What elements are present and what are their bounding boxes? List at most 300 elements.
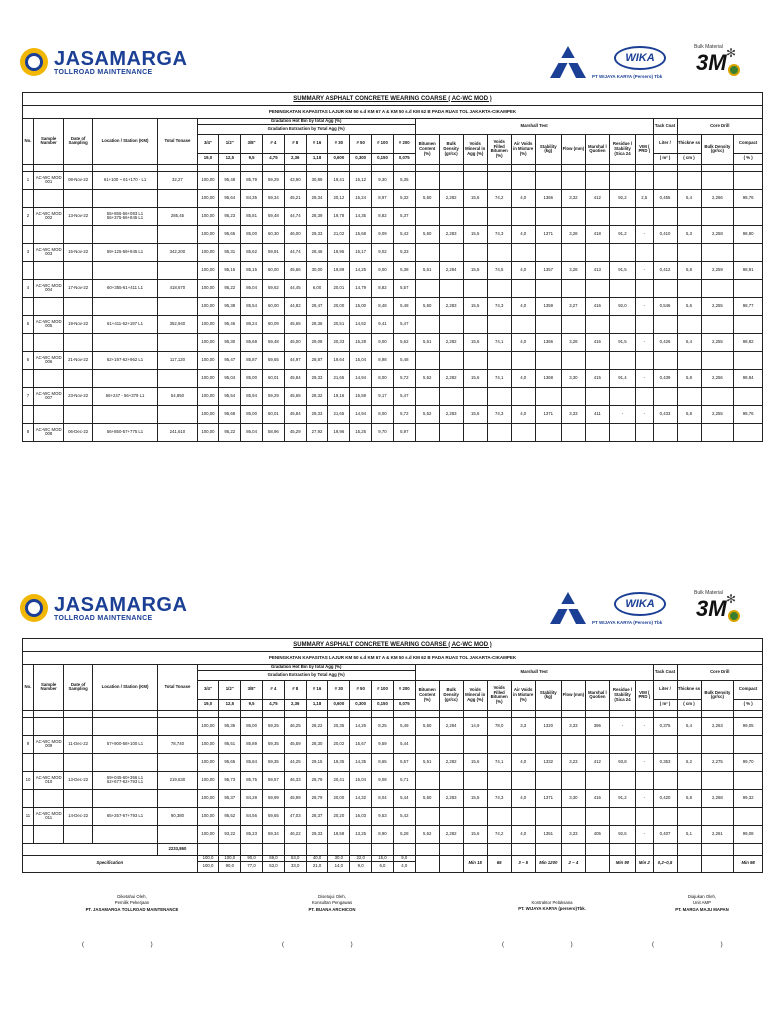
gradation-value: 47,03 bbox=[284, 807, 306, 825]
empty-cell bbox=[463, 164, 487, 171]
empty-cell bbox=[241, 843, 263, 855]
empty-cell bbox=[511, 171, 535, 189]
gradation-value: 28,37 bbox=[306, 807, 328, 825]
row-tonase bbox=[158, 333, 197, 351]
empty-cell bbox=[350, 164, 372, 171]
gradation-value: 59,57 bbox=[263, 771, 285, 789]
col-header-gradation-extraction: Gradation Extraction by Total Agg (%) bbox=[197, 124, 415, 134]
gradation-value: 85,62 bbox=[241, 243, 263, 261]
gradation-value: 15,68 bbox=[350, 225, 372, 243]
empty-cell bbox=[372, 843, 394, 855]
gradation-value: 95,65 bbox=[219, 225, 241, 243]
gradation-value: 100,00 bbox=[197, 789, 219, 807]
gradation-value: 59,65 bbox=[263, 351, 285, 369]
empty-cell bbox=[677, 171, 701, 189]
col-header-sieve-size: 0,075 bbox=[393, 699, 415, 710]
empty-cell bbox=[415, 207, 439, 225]
total-row bbox=[23, 843, 763, 855]
marshall-value: - bbox=[609, 717, 635, 735]
empty-cell bbox=[158, 710, 197, 717]
empty-cell bbox=[609, 843, 635, 855]
gradation-value: 85,81 bbox=[241, 207, 263, 225]
row-no bbox=[23, 333, 34, 351]
empty-cell bbox=[439, 164, 463, 171]
gradation-value: 9,02 bbox=[372, 243, 394, 261]
empty-cell bbox=[439, 423, 463, 441]
marshall-value: - bbox=[636, 753, 653, 771]
empty-cell bbox=[33, 164, 64, 171]
row-sample-number: AC-WC MOD 009 bbox=[33, 735, 64, 753]
gradation-value: 59,99 bbox=[263, 789, 285, 807]
empty-cell bbox=[677, 387, 701, 405]
row-sample-number bbox=[33, 333, 64, 351]
col-header-no: No. bbox=[23, 665, 34, 711]
table-row bbox=[23, 171, 763, 189]
spec-lower-value: 9,0 bbox=[350, 861, 372, 872]
gradation-value: 20,41 bbox=[328, 771, 350, 789]
gradation-value: 29,33 bbox=[306, 825, 328, 843]
empty-cell bbox=[561, 387, 585, 405]
gradation-value: 95,30 bbox=[219, 333, 241, 351]
empty-cell bbox=[653, 735, 677, 753]
page-header bbox=[0, 36, 768, 92]
col-header-marshall-item: Residue l Stability (Sica 24 bbox=[609, 134, 635, 164]
col-header-sieve-size: 12,5 bbox=[219, 153, 241, 164]
empty-cell bbox=[535, 710, 561, 717]
marshall-value: 4,0 bbox=[511, 789, 535, 807]
marshall-value: 98,84 bbox=[734, 369, 763, 387]
empty-cell bbox=[734, 315, 763, 333]
row-sample-number bbox=[33, 825, 64, 843]
gradation-value: 28,47 bbox=[306, 297, 328, 315]
spec-lower-value: 21,0 bbox=[306, 861, 328, 872]
gradation-value: 85,68 bbox=[241, 333, 263, 351]
gradation-value: 21,65 bbox=[328, 369, 350, 387]
empty-cell bbox=[636, 171, 653, 189]
marshall-value: 2,275 bbox=[701, 753, 734, 771]
table-row bbox=[23, 351, 763, 369]
col-header-marshall-item: Marshal l Quotien bbox=[585, 680, 609, 710]
col-header-sieve-size: 4,75 bbox=[263, 699, 285, 710]
gradation-value: 8,82 bbox=[372, 207, 394, 225]
col-header-marshall-item: Stability (kg) bbox=[535, 134, 561, 164]
spec-upper-value: 100,0 bbox=[197, 855, 219, 861]
empty-cell bbox=[609, 710, 635, 717]
empty-cell bbox=[677, 807, 701, 825]
gradation-value: 95,65 bbox=[219, 753, 241, 771]
spec-upper-value: 90,0 bbox=[241, 855, 263, 861]
marshall-value: 5,52 bbox=[415, 369, 439, 387]
empty-cell bbox=[511, 843, 535, 855]
marshall-value: 92,2 bbox=[609, 189, 635, 207]
table-row bbox=[23, 735, 763, 753]
marshall-value: 5,4 bbox=[677, 189, 701, 207]
gradation-value: 6,00 bbox=[306, 279, 328, 297]
marshall-value: 5,8 bbox=[677, 261, 701, 279]
empty-cell bbox=[463, 387, 487, 405]
col-header-sieve: # 16 bbox=[306, 134, 328, 153]
table-row bbox=[23, 225, 763, 243]
row-date bbox=[64, 297, 92, 315]
gradation-value: 15,17 bbox=[350, 243, 372, 261]
empty-cell bbox=[636, 315, 653, 333]
gradation-value: 100,00 bbox=[197, 753, 219, 771]
row-no: 1 bbox=[23, 171, 34, 189]
marshall-value: 2,282 bbox=[439, 825, 463, 843]
marshall-value: 74,3 bbox=[487, 405, 511, 423]
wika-company-name: PT WIJAYA KARYA (Persero) Tbk bbox=[592, 74, 663, 79]
empty-cell bbox=[463, 771, 487, 789]
table-row bbox=[23, 807, 763, 825]
empty-cell bbox=[677, 315, 701, 333]
marshall-value: 3,28 bbox=[561, 333, 585, 351]
gradation-value: 95,64 bbox=[219, 189, 241, 207]
signature-role: Diketahui Oleh, bbox=[117, 894, 147, 899]
gradation-value: 8,65 bbox=[372, 753, 394, 771]
spec-lower-value: 77,0 bbox=[241, 861, 263, 872]
marshall-value: - bbox=[636, 261, 653, 279]
marshall-value: 5,52 bbox=[415, 405, 439, 423]
col-header-sample: Sample Number bbox=[33, 665, 64, 711]
gradation-value: 14,26 bbox=[350, 717, 372, 735]
empty-cell bbox=[701, 243, 734, 261]
empty-cell bbox=[439, 843, 463, 855]
jasamarga-logo bbox=[20, 594, 187, 622]
row-location: 56+850-57+775 L1 bbox=[92, 423, 157, 441]
row-tonase bbox=[158, 789, 197, 807]
wijaya-karya-mark-icon bbox=[548, 44, 588, 80]
row-sample-number: AC-WC MOD 005 bbox=[33, 315, 64, 333]
spec-upper-value: 30,0 bbox=[328, 855, 350, 861]
marshall-value: 1366 bbox=[535, 189, 561, 207]
total-tonase: 2233,860 bbox=[158, 843, 197, 855]
empty-cell bbox=[263, 164, 285, 171]
col-header-tack-unit: ( m² ) bbox=[653, 153, 677, 164]
col-header-marshall-item: Voids Filled Bitumen (%) bbox=[487, 134, 511, 164]
empty-cell bbox=[439, 351, 463, 369]
gradation-value: 95,38 bbox=[219, 297, 241, 315]
gradation-value: 84,35 bbox=[241, 189, 263, 207]
marshall-value: 3,23 bbox=[561, 753, 585, 771]
table-row bbox=[23, 369, 763, 387]
empty-cell bbox=[677, 164, 701, 171]
empty-cell bbox=[463, 807, 487, 825]
marshall-value: 2,282 bbox=[439, 369, 463, 387]
gradation-value: 19,41 bbox=[328, 171, 350, 189]
row-no bbox=[23, 189, 34, 207]
empty-cell bbox=[219, 164, 241, 171]
gradation-value: 5,47 bbox=[393, 315, 415, 333]
table-row bbox=[23, 333, 763, 351]
marshall-value: 3,27 bbox=[561, 297, 585, 315]
row-location: 57+900-58+100 L1 bbox=[92, 735, 157, 753]
row-no: 3 bbox=[23, 243, 34, 261]
empty-cell bbox=[487, 771, 511, 789]
empty-cell bbox=[734, 279, 763, 297]
empty-cell bbox=[487, 171, 511, 189]
spec-marshall-value: Min 1200 bbox=[535, 855, 561, 872]
marshall-value: 99,32 bbox=[734, 789, 763, 807]
gradation-value: 20,00 bbox=[328, 789, 350, 807]
gradation-value: 95,52 bbox=[219, 807, 241, 825]
empty-cell bbox=[511, 351, 535, 369]
empty-cell bbox=[511, 807, 535, 825]
gradation-value: 95,46 bbox=[219, 315, 241, 333]
three-m-logo: 3M bbox=[696, 50, 727, 75]
gradation-value: 30,89 bbox=[306, 171, 328, 189]
empty-cell bbox=[415, 843, 439, 855]
gradation-value: 95,15 bbox=[219, 261, 241, 279]
empty-cell bbox=[701, 423, 734, 441]
marshall-value: 15,5 bbox=[463, 225, 487, 243]
report-page-1 bbox=[0, 36, 768, 437]
row-tonase: 54,850 bbox=[158, 387, 197, 405]
col-header-marshall-item: Voids Filled Bitumen (%) bbox=[487, 680, 511, 710]
empty-cell bbox=[585, 387, 609, 405]
empty-cell bbox=[23, 843, 158, 855]
table-row bbox=[23, 279, 763, 297]
col-header-sieve: # 30 bbox=[328, 134, 350, 153]
col-header-thickness-unit: ( cm ) bbox=[677, 699, 701, 710]
gradation-value: 9,30 bbox=[372, 171, 394, 189]
gradation-value: 5,47 bbox=[393, 387, 415, 405]
row-date bbox=[64, 261, 92, 279]
gradation-value: 5,33 bbox=[393, 243, 415, 261]
row-no bbox=[23, 297, 34, 315]
jasamarga-logo-title: JASAMARGA bbox=[54, 47, 188, 70]
wika-logo: WIKA bbox=[614, 592, 666, 616]
gradation-value: 9,00 bbox=[372, 333, 394, 351]
marshall-value: 74,1 bbox=[487, 333, 511, 351]
spacer-row bbox=[23, 710, 763, 717]
col-header-marshall-item: Bitumen Content (%) bbox=[415, 680, 439, 710]
marshall-value: - bbox=[609, 405, 635, 423]
empty-cell bbox=[734, 710, 763, 717]
row-location bbox=[92, 369, 157, 387]
row-no: 4 bbox=[23, 279, 34, 297]
row-sample-number bbox=[33, 189, 64, 207]
row-date bbox=[64, 753, 92, 771]
col-header-sieve-size: 12,5 bbox=[219, 699, 241, 710]
col-header-location: Location / Station (KM) bbox=[92, 665, 157, 711]
gradation-value: 20,00 bbox=[328, 297, 350, 315]
col-header-core-drill: Core Drill bbox=[677, 665, 762, 681]
empty-cell bbox=[701, 207, 734, 225]
empty-cell bbox=[64, 164, 92, 171]
marshall-value: 4,0 bbox=[511, 297, 535, 315]
empty-cell bbox=[585, 710, 609, 717]
col-header-compact: Compact bbox=[734, 680, 763, 699]
gradation-value: 45,21 bbox=[284, 189, 306, 207]
empty-cell bbox=[415, 351, 439, 369]
marshall-value: 5,6 bbox=[677, 297, 701, 315]
empty-cell bbox=[439, 171, 463, 189]
empty-cell bbox=[653, 243, 677, 261]
empty-cell bbox=[511, 243, 535, 261]
spec-upper-value: 69,0 bbox=[263, 855, 285, 861]
empty-cell bbox=[609, 423, 635, 441]
marshall-value: 0,407 bbox=[653, 825, 677, 843]
marshall-value: 2,283 bbox=[439, 405, 463, 423]
marshall-value: 98,91 bbox=[734, 261, 763, 279]
empty-cell bbox=[561, 243, 585, 261]
empty-cell bbox=[561, 423, 585, 441]
gradation-value: 100,00 bbox=[197, 387, 219, 405]
empty-cell bbox=[535, 315, 561, 333]
col-header-marshall-item: VIM ( PRD ) bbox=[636, 134, 653, 164]
row-no bbox=[23, 717, 34, 735]
jasamarga-emblem-icon bbox=[20, 48, 48, 76]
empty-cell bbox=[677, 710, 701, 717]
marshall-value: 98,80 bbox=[734, 225, 763, 243]
row-date bbox=[64, 333, 92, 351]
gradation-value: 45,99 bbox=[284, 789, 306, 807]
marshall-value: 4,0 bbox=[511, 369, 535, 387]
marshall-value: 6,4 bbox=[677, 333, 701, 351]
marshall-value: 5,50 bbox=[415, 297, 439, 315]
empty-cell bbox=[701, 351, 734, 369]
row-no bbox=[23, 825, 34, 843]
spec-marshall-value: 3 ~ 5 bbox=[511, 855, 535, 872]
gradation-value: 9,09 bbox=[372, 225, 394, 243]
empty-cell bbox=[372, 164, 394, 171]
gradation-value: 28,46 bbox=[306, 243, 328, 261]
empty-cell bbox=[636, 207, 653, 225]
gradation-value: 85,23 bbox=[241, 825, 263, 843]
row-location bbox=[92, 405, 157, 423]
row-date: 15-Nov-22 bbox=[64, 243, 92, 261]
gradation-value: 46,25 bbox=[284, 717, 306, 735]
gradation-value: 5,57 bbox=[393, 279, 415, 297]
col-header-sieve: # 30 bbox=[328, 680, 350, 699]
empty-cell bbox=[463, 735, 487, 753]
gradation-value: 28,79 bbox=[306, 789, 328, 807]
empty-cell bbox=[92, 164, 157, 171]
gradation-value: 95,54 bbox=[219, 387, 241, 405]
row-location bbox=[92, 753, 157, 771]
empty-cell bbox=[241, 164, 263, 171]
empty-cell bbox=[561, 735, 585, 753]
gradation-value: 45,65 bbox=[284, 387, 306, 405]
col-header-sieve: # 4 bbox=[263, 680, 285, 699]
marshall-value: 5,3 bbox=[677, 225, 701, 243]
marshall-value: 15,6 bbox=[463, 825, 487, 843]
gradation-value: 8,97 bbox=[372, 189, 394, 207]
gradation-value: 58,96 bbox=[263, 423, 285, 441]
empty-cell bbox=[653, 771, 677, 789]
signature-title: Pemilik Pekerjaan bbox=[114, 900, 150, 906]
empty-cell bbox=[306, 843, 328, 855]
empty-cell bbox=[677, 279, 701, 297]
empty-cell bbox=[734, 807, 763, 825]
gradation-value: 59,35 bbox=[263, 735, 285, 753]
table-row bbox=[23, 825, 763, 843]
signature-2 bbox=[272, 894, 392, 913]
row-date bbox=[64, 825, 92, 843]
row-date: 06-Dec-22 bbox=[64, 423, 92, 441]
empty-cell bbox=[701, 164, 734, 171]
col-header-sieve: # 4 bbox=[263, 134, 285, 153]
summary-table-page-1 bbox=[22, 92, 763, 442]
col-header-sieve-size: 9,5 bbox=[241, 699, 263, 710]
gradation-value: 85,54 bbox=[241, 297, 263, 315]
marshall-value: 2,282 bbox=[439, 333, 463, 351]
marshall-value: 3,33 bbox=[561, 825, 585, 843]
col-header-date: Date of Sampling bbox=[64, 665, 92, 711]
gradation-value: 5,28 bbox=[393, 825, 415, 843]
row-sample-number bbox=[33, 753, 64, 771]
col-header-sieve-size: 0,150 bbox=[372, 699, 394, 710]
gradation-value: 85,84 bbox=[241, 753, 263, 771]
marshall-value: - bbox=[636, 825, 653, 843]
spec-marshall-value: Min 90 bbox=[609, 855, 635, 872]
marshall-value: 2,284 bbox=[439, 261, 463, 279]
empty-cell bbox=[636, 279, 653, 297]
gradation-value: 85,00 bbox=[241, 369, 263, 387]
spec-lower-value: 90,0 bbox=[219, 861, 241, 872]
empty-cell bbox=[701, 387, 734, 405]
signature-title: Konsultan Pengawas bbox=[311, 900, 353, 906]
empty-cell bbox=[439, 207, 463, 225]
col-header-marshall-item: Voids Mineral in Agg (%) bbox=[463, 680, 487, 710]
gradation-value: 29,34 bbox=[306, 189, 328, 207]
empty-cell bbox=[306, 710, 328, 717]
col-header-sieve-size: 0,300 bbox=[350, 153, 372, 164]
col-header-sieve: 1/2" bbox=[219, 680, 241, 699]
empty-cell bbox=[535, 807, 561, 825]
marshall-value: 413 bbox=[585, 261, 609, 279]
marshall-value: 0,426 bbox=[653, 333, 677, 351]
empty-cell bbox=[439, 315, 463, 333]
row-sample-number: AC-WC MOD 002 bbox=[33, 207, 64, 225]
gradation-value: 27,92 bbox=[306, 423, 328, 441]
wika-logo: WIKA bbox=[614, 46, 666, 70]
table-row bbox=[23, 717, 763, 735]
spec-upper-value: 100,0 bbox=[219, 855, 241, 861]
gradation-value: 19,95 bbox=[328, 243, 350, 261]
row-no: 2 bbox=[23, 207, 34, 225]
col-header-compact-unit: ( % ) bbox=[734, 153, 763, 164]
spec-upper-value: 53,0 bbox=[284, 855, 306, 861]
empty-cell bbox=[487, 351, 511, 369]
gradation-value: 13,25 bbox=[350, 825, 372, 843]
marshall-value: 0,455 bbox=[653, 189, 677, 207]
gradation-value: 5,57 bbox=[393, 753, 415, 771]
col-header-tonase: Total Tonase bbox=[158, 119, 197, 165]
gradation-value: 59,34 bbox=[263, 825, 285, 843]
row-no bbox=[23, 369, 34, 387]
marshall-value: 2,283 bbox=[439, 789, 463, 807]
empty-cell bbox=[609, 243, 635, 261]
gradation-value: 59,29 bbox=[263, 387, 285, 405]
marshall-value: 98,82 bbox=[734, 333, 763, 351]
empty-cell bbox=[535, 387, 561, 405]
empty-cell bbox=[328, 710, 350, 717]
empty-cell bbox=[734, 243, 763, 261]
row-date bbox=[64, 369, 92, 387]
gradation-value: 5,35 bbox=[393, 171, 415, 189]
empty-cell bbox=[487, 207, 511, 225]
gradation-value: 15,04 bbox=[350, 351, 372, 369]
col-header-core-drill: Core Drill bbox=[677, 119, 762, 135]
gradation-value: 16,03 bbox=[350, 807, 372, 825]
spec-lower-value: 6,0 bbox=[372, 861, 394, 872]
signature-role: Diajukan Oleh, bbox=[687, 894, 717, 899]
empty-cell bbox=[415, 279, 439, 297]
col-header-sieve-size: 0,075 bbox=[393, 153, 415, 164]
col-header-marshall-item: Voids Mineral in Agg (%) bbox=[463, 134, 487, 164]
empty-cell bbox=[463, 207, 487, 225]
